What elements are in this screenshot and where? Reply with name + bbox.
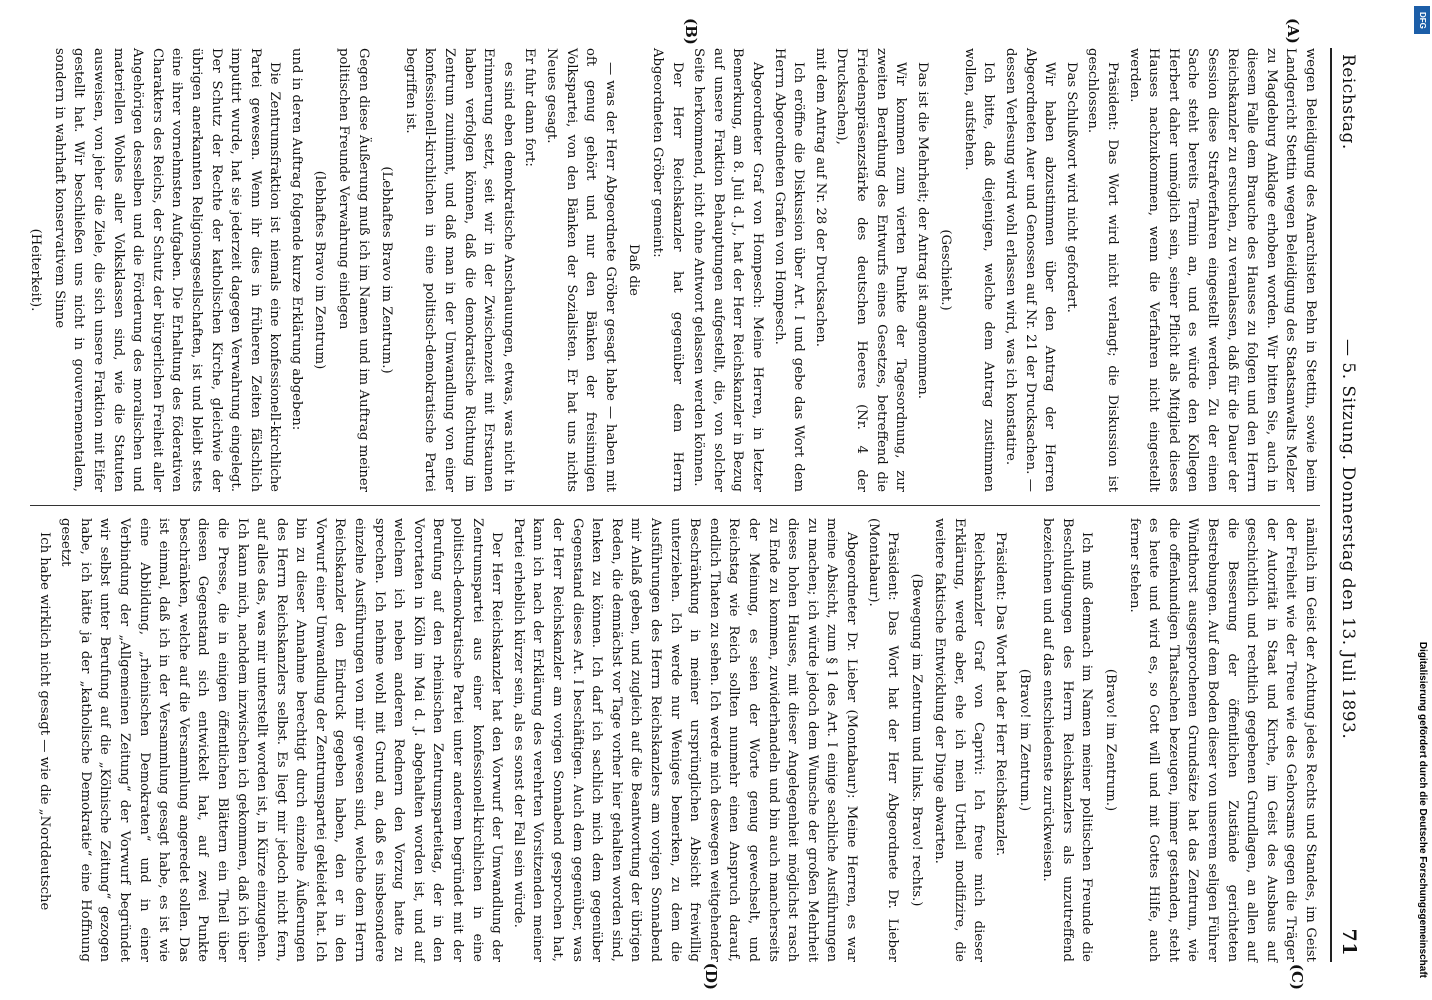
running-head-center: — 5. Sitzung. Donnerstag den 13. Juli 1893. — [1338, 338, 1358, 740]
right-column-paragraph: Reichskanzler Graf von Caprivi: Ich freue mich dieser Erklärung, werde aber, ehe ich mein Urtheil modifizire, die weitere faktische Entwicklung der Dinge abwarten. — [932, 518, 987, 962]
left-column-paragraph: wegen Beleidigung des Anarchisten Behn in Stettin, sowie beim Landgericht Stettin wegen Beleidigung des Staatsanwalts Melzer zu Magdeburg Anklage erhoben worden. Wir bitten Sie, auch in diesem Falle dem Brauche des Hauses zu folgen und den Herrn Reichskanzler zu ersuchen, zu veranlassen, daß für die Dauer der Session diese Strafverfahren eingestellt werden. Zu der einen Sache steht bereits Termin an, und es würde den Kollegen Herbert daher unmöglich sein, seiner Pflicht als Mitglied dieses Hauses nachzukommen, wenn die Verfahren nicht eingestellt werden. — [1126, 48, 1318, 492]
left-column — [30, 48, 1320, 492]
right-column-paragraph: Ich habe wirklich nicht gesagt — wie die „Norddeutsche — [36, 532, 52, 911]
right-column-paragraph: Ich muß demnach im Namen meiner politischen Freunde die Beschuldigungen des Herrn Reichskanzlers als unzutreffend bezeichnen und auf das entschiedenste zurückweisen. — [1040, 518, 1095, 962]
margin-mark-d: (D) — [702, 962, 720, 990]
right-column-paragraph: Präsident: Das Wort hat der Herr Reichskanzler. — [993, 532, 1009, 857]
left-column-paragraph: mit dem Antrag auf Nr. 28 der Drucksachen. — [812, 48, 828, 347]
left-column-paragraph: Daß die — [626, 244, 642, 296]
margin-mark-c: (C) — [1288, 963, 1306, 990]
left-column-paragraph: Wir kommen zum vierten Punkte der Tagesordnung, zur zweiten Berathung des Entwurfs eines Gesetzes, betreffend die Friedenspräsenzstärke des deutschen Heeres (Nr. 4 der Drucksachen), — [834, 48, 909, 492]
left-column-paragraph: Er fuhr dann fort: — [522, 48, 538, 167]
right-column-paragraph: Abgeordneter Dr. Lieber (Montabaur): Meine Herren, es war meine Absicht, zum § 1 des Art. I einige sachliche Ausführungen zu machen; ich würde jedoch dem Wunsche der großen Mehrheit dieses hohen Hauses, mit dieser Angelegenheit möglichst rasch zu Ende zu kommen, zuwiderhandeln und bin auch mancherseits der Meinung, es seien der Worte genug gewechselt, und Reichstag wie Reich sollten nunmehr einen Anspruch darauf, endlich Thaten zu sehen. Ich werde mich deswegen weitgehender Beschränkung in meiner ursprünglichen Absicht freiwillig unterziehen. Ich werde nur Weniges bemerken, zu dem die Ausführungen des Herrn Reichskanzlers am vorigen Sonnabend mir Anlaß geben, und zugleich auf die Beantwortung der übrigen Reden, die demnächst vor Tage vorher hier gehalten worden sind, lenken zu können. Ich darf ich sachlich mich dem gegenüber Gegenstand dieses Art. I beschäftigen. Auch dem gegenüber, was der Herr Reichskanzler am vorigen Sonnabend gesprochen hat, kann ich nach der Erklärung des verehrten Vorsitzenden meiner Partei erheblich kürzer sein, als es sonst der Fall sein würde. — [510, 518, 859, 962]
left-column-paragraph: Ich eröffne die Diskussion über Art. I und gebe das Wort dem Herrn Abgeordneten Grafen von Hompesch. — [771, 48, 807, 492]
right-column — [30, 518, 1320, 962]
right-column-paragraph: (Bravo! im Zentrum.) — [1103, 668, 1119, 812]
left-column-paragraph: (Heiterkeit). — [28, 228, 44, 312]
margin-mark-a: (A) — [1284, 18, 1302, 44]
left-column-paragraph: und in deren Auftrag folgende kurze Erklärung abgeben: — [288, 48, 304, 431]
left-column-paragraph: (lebhaftes Bravo im Zentrum) — [312, 170, 328, 370]
left-column-paragraph: Der Herr Reichskanzler hat gegenüber dem Herrn Abgeordneten Gröber gemeint: — [650, 48, 685, 492]
left-column-paragraph: (Lebhaftes Bravo im Zentrum.) — [379, 166, 395, 374]
left-column-paragraph: Abgeordneter Graf von Hompesch: Meine Herren, in letzter Bemerkung, am 8. Juli d. J., hat der Herr Reichskanzler in Bezug auf unsere Fraktion Behauptungen aufgestellt, die, von solcher Seite herkommend, nicht ohne Antwort gelassen werden können. — [691, 48, 765, 492]
left-column-paragraph: — was der Herr Abgeordnete Gröber gesagt habe — haben mit oft genug gehört und nur den Bänken der freisinnigen Volkspartei, von den Bänken der Sozialisten. Er hat uns nichts Neues gesagt. — [544, 48, 618, 492]
left-column-paragraph: Wir haben abzustimmen über den Antrag der Herren Abgeordneten Auer und Genossen auf Nr. 21 der Drucksachen. — dessen Verlesung wird wohl erlassen wird, was ich konstatire. — [1003, 48, 1058, 492]
page-number: 71 — [1338, 928, 1360, 956]
text-columns — [28, 18, 1320, 990]
right-column-paragraph: (Bravo! im Zentrum.) — [1016, 668, 1032, 812]
margin-mark-b: (B) — [682, 18, 700, 45]
running-head-left: Reichstag. — [1338, 54, 1358, 150]
left-column-paragraph: es sind eben demokratische Anschauungen, etwas, was nicht in Erinnerung setzt, seit wir in der Zwischenzeit mit Erstaunen haben verfolgen können, daß die demokratische Richtung im Zentrum zunimmt, und daß man in der Umwandlung von einer konfessionell-kirchlichen in eine politisch-demokratische Partei begriffen ist. — [402, 48, 516, 492]
left-column-paragraph: Ich bitte, daß diejenigen, welche dem Antrag zustimmen wollen, aufstehen. — [961, 48, 997, 492]
column-divider — [30, 505, 1320, 506]
right-column-paragraph: Präsident: Das Wort hat der Herr Abgeordnete Dr. Lieber (Montabaur). — [865, 518, 901, 962]
digitization-credit-strip — [1412, 0, 1432, 1000]
dfg-logo-icon: DFG — [1414, 6, 1430, 34]
left-column-paragraph: Das Schlußwort wird nicht gefordert. — [1063, 62, 1079, 313]
left-column-paragraph: (Geschieht.) — [938, 229, 954, 311]
right-column-paragraph: Der Herr Reichskanzler hat den Vorwurf der Umwandlung der Zentrumspartei aus einer konfessionell-kirchlichen in eine politisch-demokratische Partei unter anderem begründet mit der Berufung auf den rheinischen Zentrumsparteitag, der in den Vorortaten in Köln im Mai d. J. abgehalten worden ist, und auf welchem ich neben anderen Rednern den Vorzug hatte zu sprechen. Ich nehme wohl mit Grund an, daß es insbesondere einzelne Ausführungen von mir gewesen sind, welche dem Herrn Reichskanzler den Eindruck gegeben haben, den er in den Vorwurf einer Umwandlung der Zentrumspartei gekleidet hat. Ich bin zu dieser Annahme berechtigt durch einzelne Äußerungen des Herrn Reichskanzlers selbst. Es liegt mir jedoch nicht fern, auf alles das, was mir unterstellt worden ist, in Kürze einzugehen. Ich kann mich, nachdem inzwischen ich gekommen, daß ich über die Presse, die in einigen öffentlichen Blättern ein Theil über diesen Gegenstand sich entwickelt hat, auf zwei Punkte beschränken, welche auf die Versammlung angeredet sollen. Das ist einmal, daß ich in der Versammlung gesagt habe, es ist wie eine Abbildung, „rheinischen Demokraten“ und in einer Verbindung der „Allgemeinen Zeitung“ der Vorwurf begründet wir selbst unter Berufung auf die „Kölnische Zeitung“ gezogen habe, ich hätte ja der „katholische Demokratie“ eine Hoffnung gesetzt — [58, 518, 505, 962]
running-head — [1330, 48, 1378, 962]
left-column-paragraph: Präsident: Das Wort wird nicht verlangt; die Diskussion ist geschlossen. — [1085, 48, 1121, 492]
right-column-paragraph: nämlich im Geist der Achtung jedes Rechts und Standes, im Geist der Freiheit wie der Treue wie des Gehorsams gegen die Träger der Autorität in Staat und Kirche, im Geist des Ausbaus auf geschichtlich und rechtlich gegebenen Grundlagen, an allen auf die Besserung der öffentlichen Zustände gerichteten Bestrebungen. Auf dem Boden dieser von unserem seligen Führer Windthorst ausgesprochenen Grundsätze hat das Zentrum, wie die offenkundigen Thatsachen bezeugen, immer gestanden, steht es heute und wird es, so Gott will und mit Gottes Hilfe, auch ferner stehen. — [1126, 518, 1318, 962]
digitization-credit-text: Digitalisierung gefördert durch die Deutsche Forschungsgemeinschaft — [1417, 641, 1428, 978]
left-column-paragraph: Das ist die Mehrheit; der Antrag ist angenommen. — [914, 62, 930, 399]
left-column-paragraph: Gegen diese Äußerung muß ich im Namen und im Auftrag meiner politischen Freunde Verwahrung einlegen — [336, 48, 371, 492]
left-column-paragraph: Die Zentrumsfraktion ist niemals eine konfessionell-kirchliche Partei gewesen. Wenn ihr dies in früheren Zeiten fälschlich imputirt wurde, hat sie jederzeit dagegen Verwahrung eingelegt. Der Schutz der Rechte der katholischen Kirche, gleichwie der übrigen anerkannten Religionsgesellschaften, ist und bleibt stets eine ihrer vornehmsten Aufgaben. Die Erhaltung des föderativen Charakters des Reichs, der Schutz der bürgerlichen Freiheit aller Angehörigen desselben und die Förderung des moralischen und materiellen Wohles aller Volksklassen sind, wie die Statuten ausweisen, von jeher die Ziele, die sich unsere Fraktion mit Eifer gestellt hat. Wir beschließen uns nicht in gouvernementalem, sondern in wahrhaft konservativem Sinne — [51, 48, 283, 492]
right-column-paragraph: (Bewegung im Zentrum und links. Bravo! rechts.) — [908, 573, 924, 907]
